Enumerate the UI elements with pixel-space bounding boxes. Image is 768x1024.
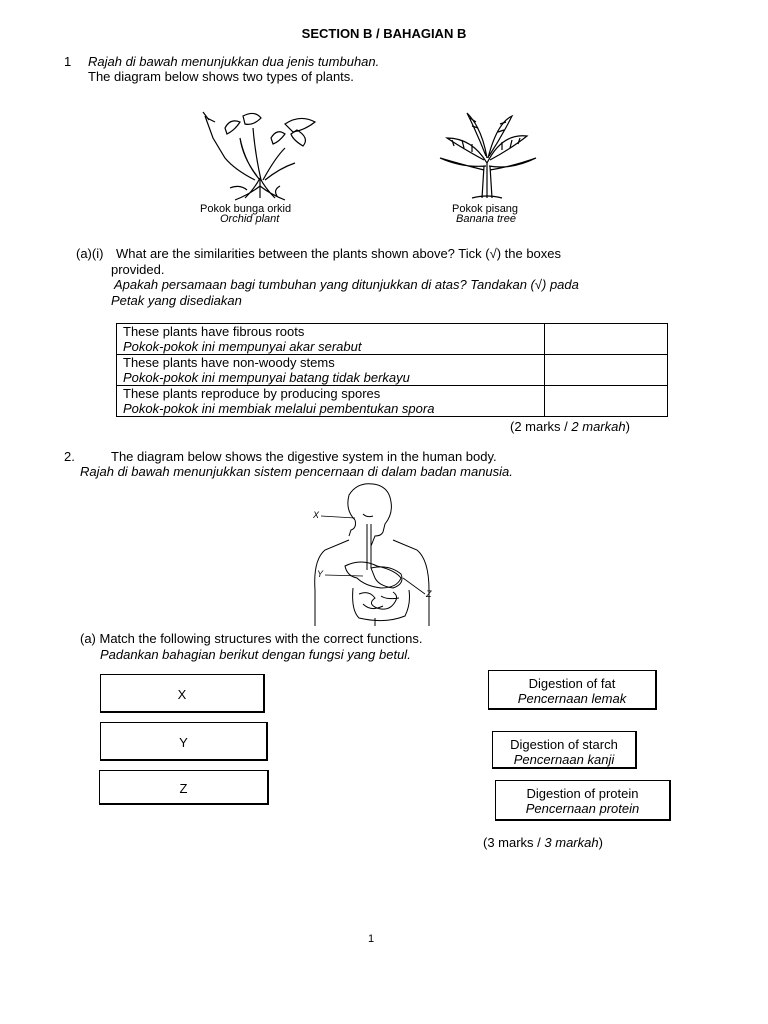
q1-part-label: (a)(i) — [76, 246, 104, 261]
function-ms: Pencernaan kanji — [513, 752, 615, 767]
function-en: Digestion of protein — [526, 786, 639, 801]
q2-intro-en: The diagram below shows the digestive system in the human body. — [111, 449, 497, 464]
function-en: Digestion of starch — [510, 737, 618, 752]
similarities-table — [116, 323, 668, 417]
statement-cell — [117, 386, 545, 417]
table-row — [117, 355, 668, 386]
q1-marks — [510, 419, 630, 434]
marks-ms: 3 markah — [544, 835, 599, 850]
q1-question-en-line1: What are the similarities between the plants shown above? Tick (√) the boxes — [116, 246, 562, 261]
marks-text: (2 marks / — [510, 419, 572, 434]
structure-box-z[interactable]: Z — [99, 770, 269, 805]
tick-box[interactable] — [545, 324, 668, 355]
q2-number: 2. — [64, 449, 75, 464]
section-title: SECTION B / BAHAGIAN B — [301, 26, 467, 41]
orchid-plant-illustration — [185, 108, 335, 203]
q1-number: 1 — [64, 54, 72, 69]
q1-question-ms-line2: Petak yang disediakan — [111, 293, 242, 308]
tick-box[interactable] — [545, 355, 668, 386]
diagram-label-x: X — [313, 510, 320, 520]
function-ms: Pencernaan protein — [525, 801, 640, 816]
function-ms: Pencernaan lemak — [517, 691, 627, 706]
q2-marks — [483, 835, 603, 850]
q1-question-ms-line1: Apakah persamaan bagi tumbuhan yang ditunjukkan di atas? Tandakan (√) pada — [114, 277, 579, 292]
statement-cell — [117, 324, 545, 355]
diagram-label-z: Z — [426, 589, 432, 599]
q2-part-ms: Padankan bahagian berikut dengan fungsi yang betul. — [100, 647, 411, 662]
statement-en: These plants have fibrous roots — [123, 324, 305, 339]
q1-question-en-line2: provided. — [111, 262, 165, 277]
structure-box-y[interactable]: Y — [100, 722, 268, 761]
q1-intro-ms: Rajah di bawah menunjukkan dua jenis tumbuhan. — [88, 54, 380, 69]
orchid-label-en: Orchid plant — [220, 213, 280, 225]
statement-ms: Pokok-pokok ini membiak melalui pembentukan spora — [123, 401, 435, 416]
q2-intro-ms: Rajah di bawah menunjukkan sistem pencernaan di dalam badan manusia. — [80, 464, 513, 479]
banana-label-ms: Pokok pisang — [452, 203, 519, 215]
function-box-protein[interactable] — [495, 780, 671, 821]
statement-en: These plants reproduce by producing spores — [123, 386, 381, 401]
diagram-label-y: Y — [317, 569, 324, 579]
statement-ms: Pokok-pokok ini mempunyai batang tidak berkayu — [123, 370, 410, 385]
function-box-fat[interactable] — [488, 670, 657, 710]
statement-cell — [117, 355, 545, 386]
structure-box-x[interactable]: X — [100, 674, 265, 713]
page-number: 1 — [367, 933, 375, 945]
statement-ms: Pokok-pokok ini mempunyai akar serabut — [123, 339, 362, 354]
table-row — [117, 324, 668, 355]
tick-box[interactable] — [545, 386, 668, 417]
marks-text: (3 marks / — [483, 835, 545, 850]
statement-en: These plants have non-woody stems — [123, 355, 335, 370]
orchid-label-ms: Pokok bunga orkid — [200, 203, 292, 215]
marks-ms: 2 markah — [571, 419, 626, 434]
banana-tree-illustration — [432, 108, 542, 203]
function-en: Digestion of fat — [528, 676, 616, 691]
q2-part-en: (a) Match the following structures with the correct functions. — [80, 631, 423, 646]
table-row — [117, 386, 668, 417]
q1-intro-en: The diagram below shows two types of plants. — [88, 69, 354, 84]
marks-close: ) — [625, 419, 630, 434]
banana-label-en: Banana tree — [456, 213, 516, 225]
digestive-system-illustration — [305, 480, 445, 628]
function-box-starch[interactable] — [492, 731, 637, 769]
marks-close: ) — [598, 835, 603, 850]
